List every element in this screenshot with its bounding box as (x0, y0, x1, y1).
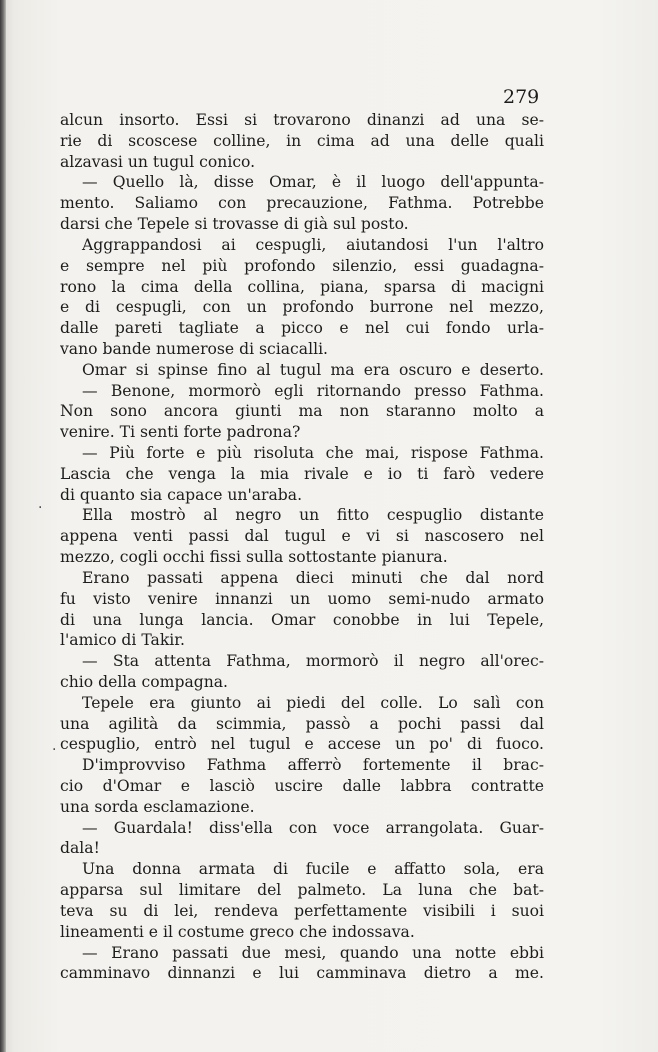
text-line: di quanto sia capace un'araba. (60, 485, 303, 504)
text-line: cespuglio, entrò nel tugul e accese un po' di fuoco. (60, 735, 544, 754)
text-line: alcun insorto. Essi si trovarono dinanzi ad una se- (60, 111, 544, 129)
text-line: una sorda esclamazione. (60, 797, 255, 816)
margin-mark: · (38, 500, 43, 516)
text-line: rie di scoscese colline, in cima ad una delle quali (60, 131, 544, 150)
text-line: Aggrappandosi ai cespugli, aiutandosi l'un l'altro (82, 235, 544, 254)
text-line: teva su di lei, rendeva perfettamente visibili i suoi (60, 901, 544, 920)
text-line: appena venti passi dal tugul e vi si nascosero nel (60, 527, 544, 546)
text-line: e di cespugli, con un profondo burrone nel mezzo, (60, 298, 544, 317)
text-line: mezzo, cogli occhi fissi sulla sottostante pianura. (60, 548, 448, 567)
margin-mark: · (52, 742, 57, 758)
text-line: Lascia che venga la mia rivale e io ti farò vedere (60, 464, 544, 483)
text-line: di una lunga lancia. Omar conobbe in lui Tepele, (60, 610, 544, 629)
text-line: l'amico di Takir. (60, 631, 185, 650)
text-line: lineamenti e il costume greco che indossava. (60, 922, 415, 941)
text-line: Una donna armata di fucile e affatto sola, era (82, 860, 544, 879)
text-line: venire. Ti senti forte padrona? (60, 423, 301, 442)
text-line: una agilità da scimmia, passò a pochi passi dal (60, 714, 544, 733)
text-line: fu visto venire innanzi un uomo semi-nudo armato (60, 589, 544, 608)
text-line: camminavo dinnanzi e lui camminava dietro a me. (60, 964, 544, 983)
text-line: D'improvviso Fathma afferrò fortemente il brac- (82, 756, 544, 775)
text-line: dalle pareti tagliate a picco e nel cui fondo urla- (60, 319, 544, 338)
text-line: cio d'Omar e lasciò uscire dalle labbra contratte (60, 777, 544, 795)
text-line: vano bande numerose di sciacalli. (60, 339, 329, 358)
text-line: Omar si spinse fino al tugul ma era oscuro e deserto. (82, 360, 544, 379)
text-line: mento. Saliamo con precauzione, Fathma. Potrebbe (60, 194, 544, 213)
text-line: — Quello là, disse Omar, è il luogo dell'appunta- (82, 173, 544, 192)
text-line: — Erano passati due mesi, quando una notte ebbi (82, 943, 544, 962)
text-line: alzavasi un tugul conico. (60, 152, 256, 171)
text-line: dala! (60, 839, 100, 858)
text-line: Erano passati appena dieci minuti che dal nord (82, 568, 544, 587)
text-line: apparsa sul limitare del palmeto. La luna che bat- (60, 881, 544, 900)
text-line: e sempre nel più profondo silenzio, essi guadagna- (60, 256, 544, 275)
text-line: — Guardala! diss'ella con voce arrangolata. Guar- (82, 818, 544, 837)
book-spine-shadow (0, 0, 6, 1052)
text-line: chio della compagna. (60, 672, 229, 691)
text-line: Tepele era giunto ai piedi del colle. Lo salì con (82, 693, 544, 712)
text-line: darsi che Tepele si trovasse di già sul posto. (60, 215, 409, 234)
body-text (60, 110, 544, 984)
text-line: Ella mostrò al negro un fitto cespuglio distante (82, 506, 544, 525)
text-line: — Più forte e più risoluta che mai, rispose Fathma. (82, 444, 544, 462)
text-line: rono la cima della collina, piana, sparsa di macigni (60, 277, 544, 296)
text-line: — Benone, mormorò egli ritornando presso Fathma. (82, 381, 544, 400)
text-line: — Sta attenta Fathma, mormorò il negro all'orec- (82, 652, 544, 671)
page-number: 279 (503, 86, 540, 108)
text-line: Non sono ancora giunti ma non staranno molto a (60, 402, 544, 421)
